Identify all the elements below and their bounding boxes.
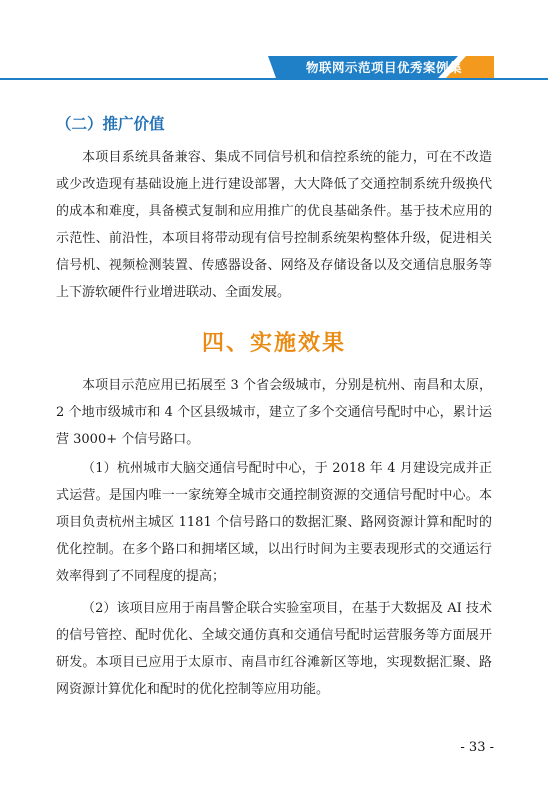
page-number: - 33 - [460,740,494,755]
implementation-intro-paragraph: 本项目示范应用已拓展至 3 个省会级城市，分别是杭州、南昌和太原，2 个地市级城市和 4 个区县级城市，建立了多个交通信号配时中心，累计运营 3000+ 个信号路口。 [56,378,492,447]
promotion-value-paragraph: 本项目系统具备兼容、集成不同信号机和信控系统的能力，可在不改造或少改造现有基础设施上进行建设部署，大大降低了交通控制系统升级换代的成本和难度，具备模式复制和应用推广的优良基础条件。基于技术应用的示范性、前沿性，本项目将带动现有信号控制系统架构整体升级，促进相关信号机、视频检测装置、传感器设备、网络及存储设备以及交通信息服务等上下游软硬件行业增进联动、全面发展。 [56,150,492,300]
hangzhou-item-paragraph: （1）杭州城市大脑交通信号配时中心，于 2018 年 4 月建设完成并正式运营。是国内唯一一家统筹全城市交通控制资源的交通信号配时中心。本项目负责杭州主城区 1181 个信号路口的数据汇聚、路网资源计算和配时的优化控制。在多个路口和拥堵区域，以出行时间为主要表现形式的交通运行效率得到了不同程度的提高； [56,461,492,584]
nanchang-item-paragraph: （2）该项目应用于南昌警企联合实验室项目，在基于大数据及 AI 技术的信号管控、配时优化、全域交通仿真和交通信号配时运营服务等方面展开研发。本项目已应用于太原市、南昌市红谷滩新区等地，实现数据汇聚、路网资源计算优化和配时的优化控制等应用功能。 [56,601,492,697]
subsection-title: （二）推广价值 [56,115,165,133]
section-title: 四、实施效果 [201,330,346,356]
header-banner [0,56,548,80]
header-title: 物联网示范项目优秀案例集 [305,60,462,75]
